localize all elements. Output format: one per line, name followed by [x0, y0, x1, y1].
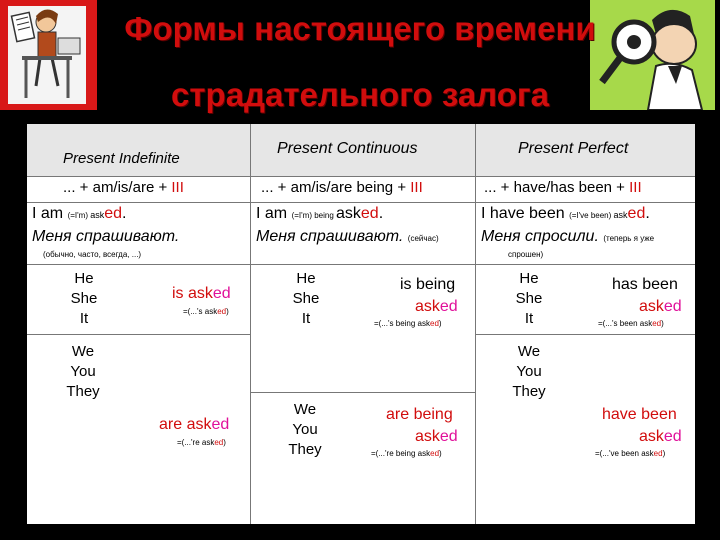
formula-continuous-participle: III	[410, 179, 423, 196]
example-continuous-subject: I am	[256, 205, 292, 222]
row-divider-singular-1	[27, 334, 250, 335]
singular-indefinite-contraction-ed: ed	[217, 307, 227, 316]
singular-indefinite-contraction-b: )	[226, 307, 229, 316]
singular-continuous-verb-stem: ask	[415, 298, 440, 315]
title-line-1: Формы настоящего времени	[124, 10, 596, 47]
singular-perfect-verb-2	[639, 298, 682, 316]
title-line-2: страдательного залога	[171, 76, 549, 113]
pronoun-you: You	[292, 421, 318, 438]
pronoun-he: He	[519, 270, 539, 287]
pronoun-he: He	[74, 270, 94, 287]
plural-perfect-contraction-b: )	[662, 449, 666, 458]
pronoun-she: She	[292, 290, 320, 307]
example-continuous-verb: ask	[336, 205, 361, 222]
row-divider-header	[27, 176, 695, 177]
example-perfect-dot: .	[645, 205, 650, 222]
singular-continuous-contraction-ed: ed	[430, 319, 439, 328]
plural-indefinite-verb-stem: are ask	[159, 416, 212, 433]
example-indefinite-subject: I am	[32, 205, 68, 222]
singular-perfect-verb-stem: ask	[639, 298, 664, 315]
formula-indefinite	[63, 179, 184, 196]
example-continuous-russian-line	[256, 228, 439, 246]
singular-continuous-verb-2	[415, 298, 458, 316]
example-indefinite-ending: ed	[104, 205, 123, 222]
example-perfect-note-2: спрошен)	[508, 250, 544, 259]
pronoun-it: It	[524, 310, 534, 327]
plural-continuous-ending: ed	[439, 428, 458, 445]
plural-perfect-verb-1	[602, 406, 677, 424]
pronoun-she: She	[70, 290, 98, 307]
singular-indefinite-verb-stem: is ask	[172, 285, 213, 302]
plural-indefinite-contraction-ed: ed	[214, 438, 224, 447]
example-continuous-dot: .	[378, 205, 384, 222]
example-continuous-ending: ed	[360, 205, 379, 222]
plural-indefinite-contraction-b: )	[223, 438, 226, 447]
row-divider-singular-2	[251, 392, 475, 393]
singular-indefinite-ending: ed	[212, 285, 231, 302]
plural-continuous-contraction-b: )	[439, 449, 442, 458]
formula-continuous-text: ... + am/is/are being +	[261, 179, 411, 196]
formula-perfect-participle: III	[629, 179, 642, 196]
pronouns-singular-1	[64, 269, 104, 329]
plural-indefinite-contraction-a: =(...'re ask	[177, 438, 215, 447]
pronoun-we: We	[517, 343, 541, 360]
plural-indefinite-contraction	[177, 438, 226, 447]
example-perfect-note: (теперь я уже	[603, 234, 655, 243]
singular-perfect-contraction	[598, 319, 664, 328]
example-indefinite-note: (обычно, часто, всегда, ...)	[43, 250, 142, 259]
singular-continuous-contraction-b: )	[438, 319, 442, 328]
singular-indefinite-verb	[172, 285, 231, 303]
header-present-indefinite: Present Indefinite	[63, 150, 180, 167]
example-perfect-russian-line	[481, 228, 654, 246]
example-indefinite-contraction: (=I'm)	[67, 211, 91, 220]
plural-perfect-contraction-a: =(...'ve been ask	[595, 449, 654, 458]
singular-continuous-contraction	[374, 319, 442, 328]
example-continuous-note: (сейчас)	[407, 234, 439, 243]
example-indefinite-russian: Меня спрашивают.	[32, 228, 180, 245]
example-perfect-subject: I have been	[481, 205, 570, 222]
pronouns-singular-3	[509, 269, 549, 329]
example-perfect-contraction: (=I've been)	[569, 211, 614, 220]
singular-continuous-verb-1: is being	[400, 276, 456, 293]
singular-continuous-ending: ed	[439, 298, 458, 315]
plural-perfect-ending: ed	[663, 428, 682, 445]
example-perfect-ending: ed	[627, 205, 646, 222]
pronouns-plural-2	[280, 400, 330, 460]
singular-continuous-contraction-a: =(...'s being ask	[374, 319, 430, 328]
header-present-continuous: Present Continuous	[277, 140, 418, 157]
singular-perfect-ending: ed	[663, 298, 682, 315]
col-divider-1	[250, 124, 251, 524]
pronoun-they: They	[66, 383, 100, 400]
example-perfect-english	[481, 205, 650, 223]
example-continuous-russian: Меня спрашивают.	[256, 228, 404, 245]
pronouns-plural-3	[504, 342, 554, 402]
singular-perfect-contraction-b: )	[661, 319, 664, 328]
pronouns-singular-2	[286, 269, 326, 329]
plural-continuous-verb-stem: ask	[415, 428, 440, 445]
plural-continuous-contraction-a: =(...'re being ask	[371, 449, 431, 458]
singular-indefinite-contraction	[183, 307, 229, 316]
plural-perfect-verb-text: have been	[602, 406, 677, 423]
plural-perfect-contraction	[595, 449, 665, 458]
example-perfect-verb: ask	[613, 210, 628, 220]
row-divider-formula	[27, 202, 695, 203]
pronoun-they: They	[288, 441, 322, 458]
pronoun-you: You	[70, 363, 96, 380]
pronoun-you: You	[516, 363, 542, 380]
example-continuous-contraction: (=I'm) being	[291, 211, 336, 220]
pronoun-they: They	[512, 383, 546, 400]
header-present-perfect: Present Perfect	[518, 140, 629, 157]
plural-indefinite-verb	[159, 416, 229, 434]
plural-perfect-contraction-ed: ed	[653, 449, 663, 458]
pronoun-it: It	[79, 310, 89, 327]
pronoun-it: It	[301, 310, 311, 327]
plural-continuous-verb-text: are being	[386, 406, 453, 423]
singular-indefinite-contraction-a: =(...'s ask	[183, 307, 218, 316]
formula-perfect-text: ... + have/has been +	[484, 179, 630, 196]
pronouns-plural-1	[58, 342, 108, 402]
formula-indefinite-participle: III	[171, 179, 184, 196]
formula-continuous	[261, 179, 423, 196]
passive-voice-table	[27, 124, 695, 524]
example-indefinite-dot: .	[122, 205, 127, 222]
formula-indefinite-text: ... + am/is/are +	[63, 179, 172, 196]
plural-perfect-verb-stem: ask	[639, 428, 664, 445]
pronoun-she: She	[515, 290, 543, 307]
plural-perfect-verb-2	[639, 428, 682, 446]
row-divider-example	[27, 264, 695, 265]
example-indefinite-verb: ask	[90, 210, 105, 220]
singular-perfect-contraction-ed: ed	[652, 319, 662, 328]
pronoun-he: He	[296, 270, 316, 287]
plural-indefinite-ending: ed	[211, 416, 230, 433]
plural-continuous-verb-2	[415, 428, 458, 446]
plural-continuous-verb-1	[386, 406, 453, 424]
plural-continuous-contraction-ed: ed	[430, 449, 440, 458]
pronoun-we: We	[71, 343, 95, 360]
example-indefinite-english	[32, 205, 126, 223]
example-perfect-russian: Меня спросили.	[481, 228, 599, 245]
example-continuous-english	[256, 205, 383, 223]
singular-perfect-verb-1: has been	[612, 276, 678, 293]
formula-perfect	[484, 179, 642, 196]
pronoun-we: We	[293, 401, 317, 418]
singular-perfect-contraction-a: =(...'s been ask	[598, 319, 653, 328]
row-divider-singular-3	[476, 334, 695, 335]
col-divider-2	[475, 124, 476, 524]
plural-continuous-contraction	[371, 449, 442, 458]
